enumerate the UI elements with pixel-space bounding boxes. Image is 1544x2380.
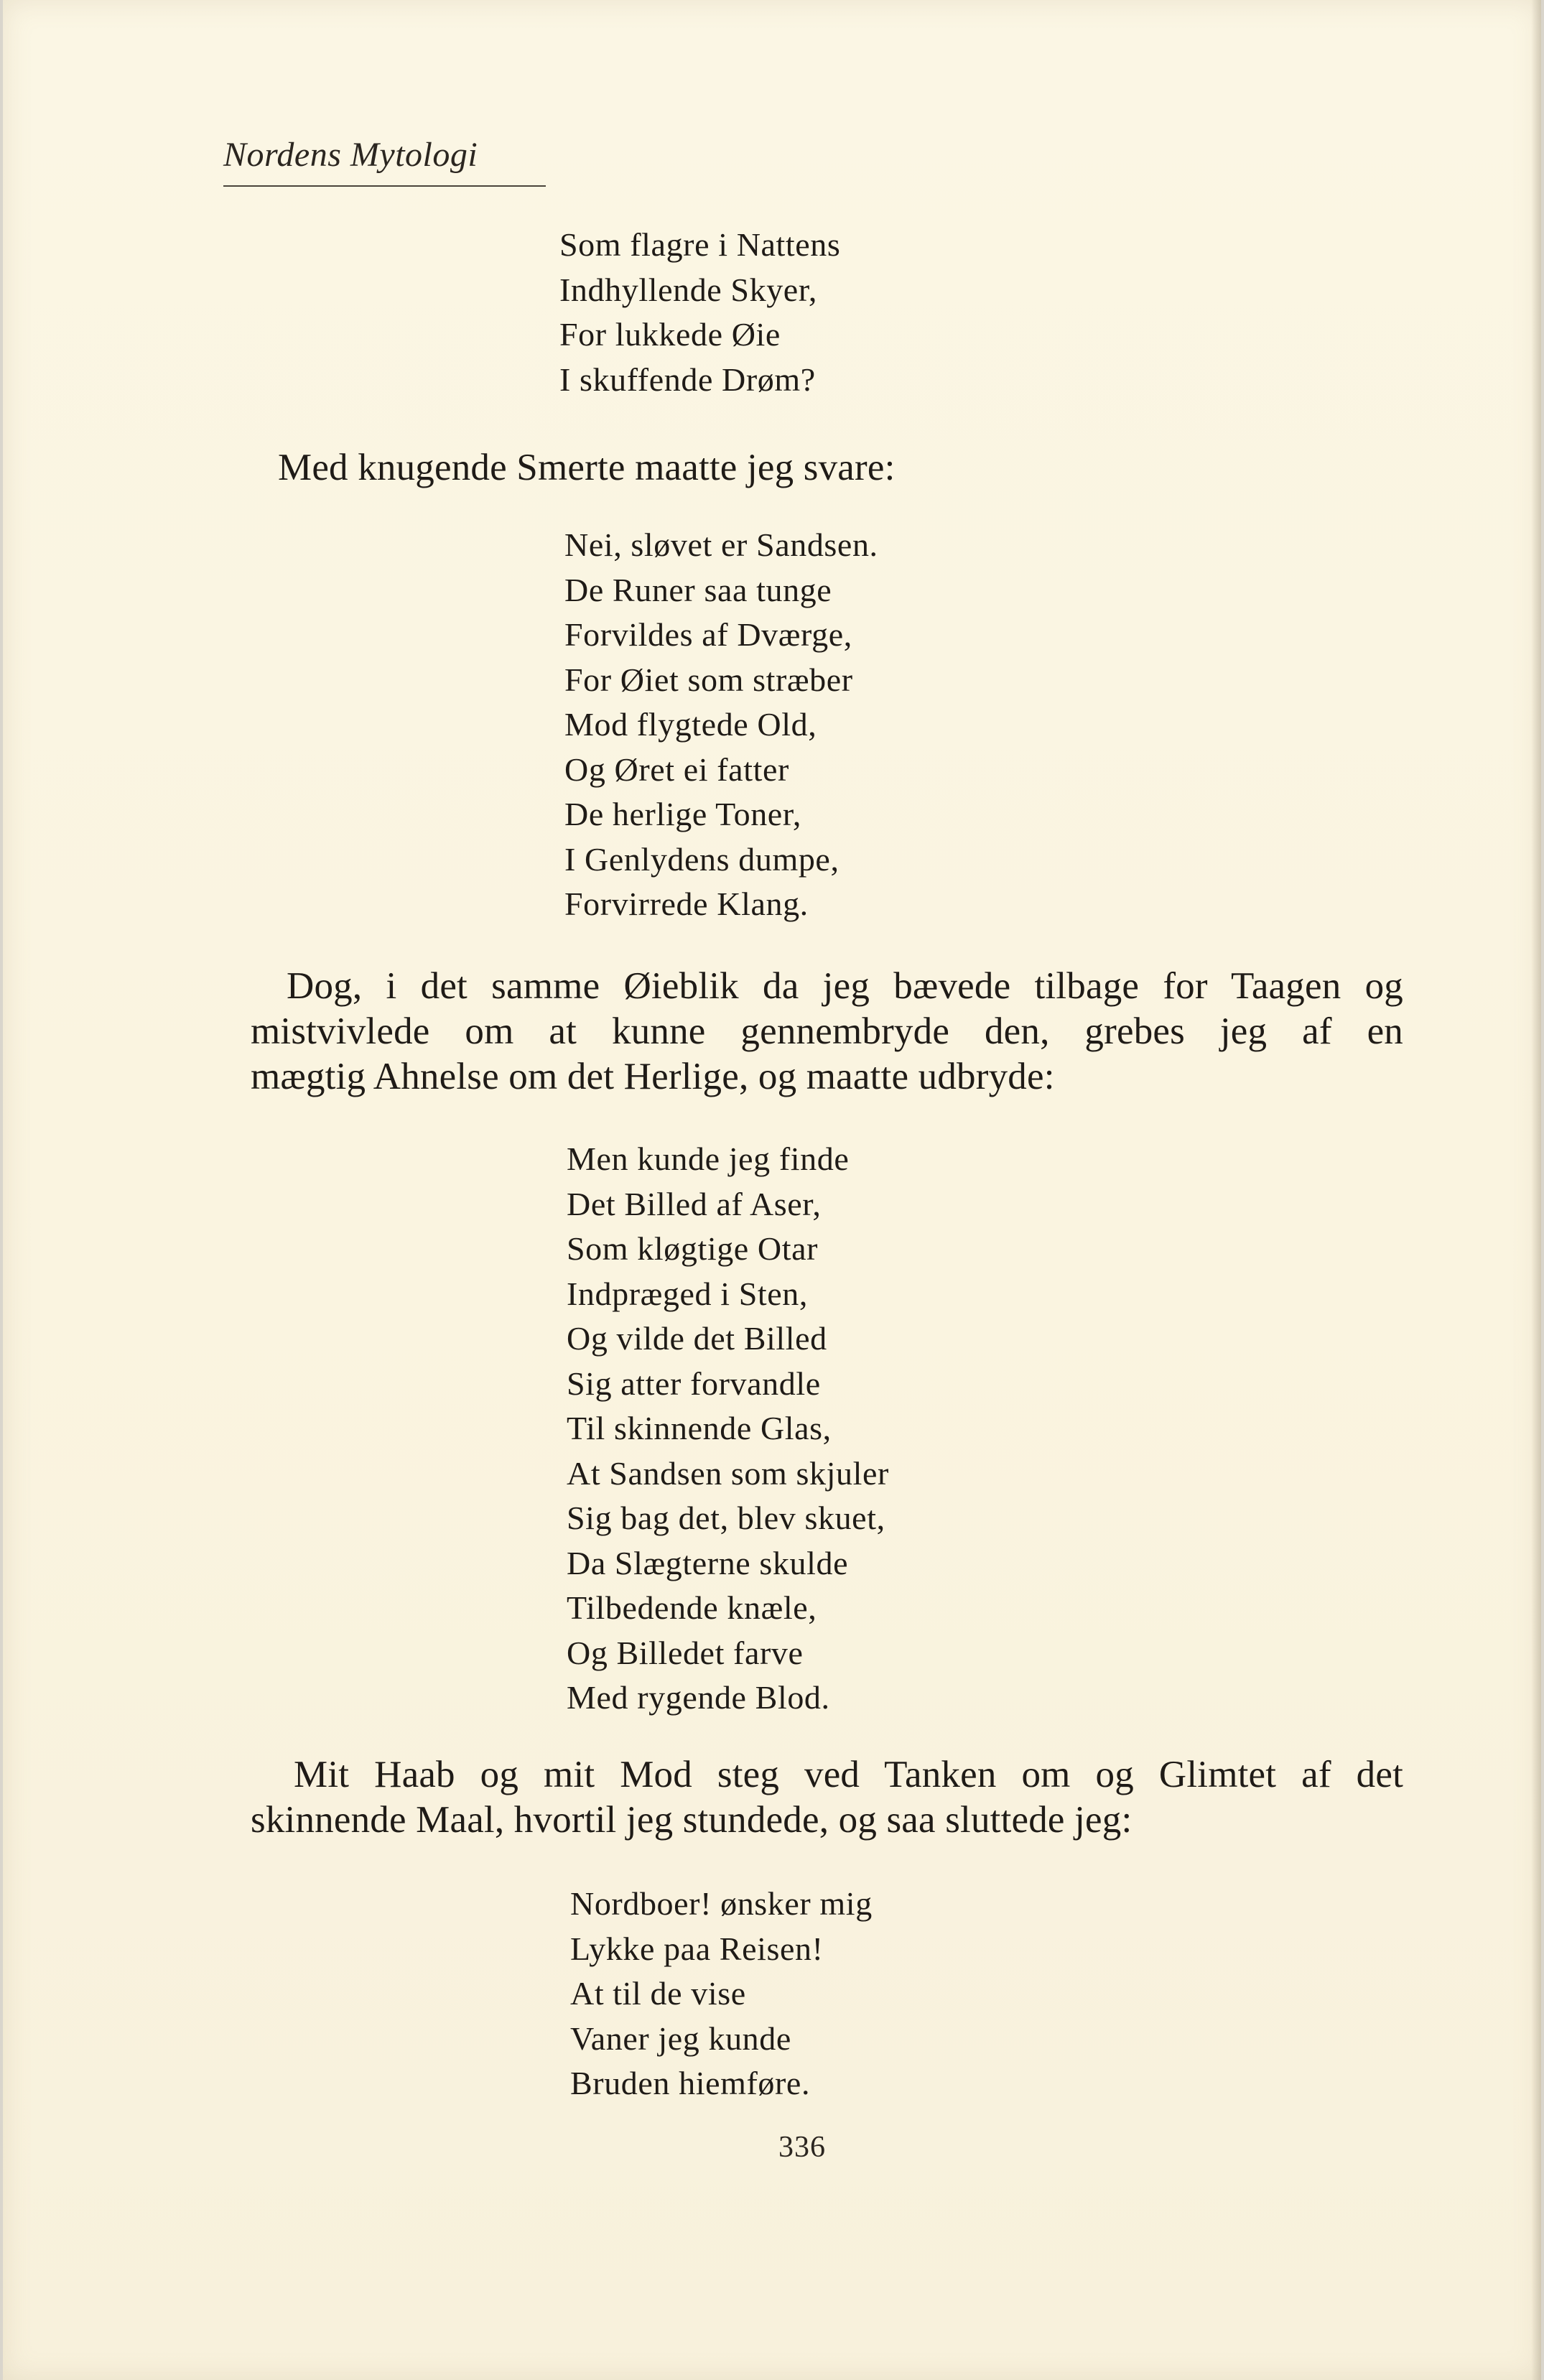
verse-line: For Øiet som stræber <box>564 661 853 698</box>
verse-line: Og vilde det Billed <box>567 1320 827 1357</box>
paragraph-line: Med knugende Smerte maatte jeg svare: <box>278 447 896 488</box>
page-edge-shadow <box>1531 0 1541 2380</box>
verse-line: Og Øret ei fatter <box>564 750 789 788</box>
verse-line: Sig atter forvandle <box>567 1365 821 1402</box>
verse-line: I skuffende Drøm? <box>559 361 816 398</box>
verse-line: I Genlydens dumpe, <box>564 840 840 878</box>
paragraph-line: Mit Haab og mit Mod steg ved Tanken om og Glimtet af det <box>294 1754 1403 1795</box>
paragraph-line: mistvivlede om at kunne gennembryde den, grebes jeg af en <box>251 1010 1403 1052</box>
verse-line: Men kunde jeg finde <box>567 1140 850 1177</box>
verse-line: Lykke paa Reisen! <box>570 1930 824 1967</box>
verse-line: Til skinnende Glas, <box>567 1410 832 1446</box>
verse-line: At Sandsen som skjuler <box>567 1454 889 1492</box>
paragraph-line: Dog, i det samme Øieblik da jeg bævede tilbage for Taagen og <box>287 965 1403 1007</box>
stanza-3 <box>567 1137 889 1721</box>
paragraph-line: mægtig Ahnelse om det Herlige, og maatte udbryde: <box>251 1056 1055 1097</box>
verse-line: Nei, sløvet er Sandsen. <box>564 526 878 563</box>
verse-line: Og Billedet farve <box>567 1634 804 1671</box>
stanza-2 <box>564 523 878 927</box>
stanza-1 <box>559 223 840 402</box>
verse-line: Med rygende Blod. <box>567 1679 830 1716</box>
verse-line: Tilbedende knæle, <box>567 1589 817 1626</box>
verse-line: Bruden hiemføre. <box>570 2065 811 2101</box>
paragraph-1 <box>278 445 1283 491</box>
running-head: Nordens Mytologi <box>223 136 478 174</box>
verse-line: Vaner jeg kunde <box>570 2019 791 2057</box>
verse-line: Da Slægterne skulde <box>567 1544 849 1581</box>
verse-line: At til de vise <box>570 1975 746 2012</box>
verse-line: Indpræged i Sten, <box>567 1275 808 1312</box>
verse-line: De herlige Toner, <box>564 796 801 832</box>
verse-line: Forvildes af Dværge, <box>564 616 852 653</box>
verse-line: Som flagre i Nattens <box>559 226 841 263</box>
verse-line: Forvirrede Klang. <box>564 885 809 922</box>
paragraph-line: skinnende Maal, hvortil jeg stundede, og saa sluttede jeg: <box>251 1799 1133 1841</box>
page-number: 336 <box>778 2131 826 2164</box>
verse-line: For lukkede Øie <box>559 316 781 353</box>
verse-line: Det Billed af Aser, <box>567 1185 822 1222</box>
verse-line: Mod flygtede Old, <box>564 706 817 743</box>
verse-line: Sig bag det, blev skuet, <box>567 1500 885 1536</box>
book-page <box>3 0 1541 2380</box>
verse-line: Som kløgtige Otar <box>567 1230 819 1267</box>
paragraph-2 <box>251 964 1403 1100</box>
verse-line: Nordboer! ønsker mig <box>570 1885 873 1922</box>
verse-line: De Runer saa tunge <box>564 571 832 608</box>
paragraph-3 <box>251 1752 1403 1843</box>
verse-line: Indhyllende Skyer, <box>559 271 817 308</box>
stanza-4 <box>570 1882 873 2106</box>
running-head-rule <box>223 185 546 187</box>
